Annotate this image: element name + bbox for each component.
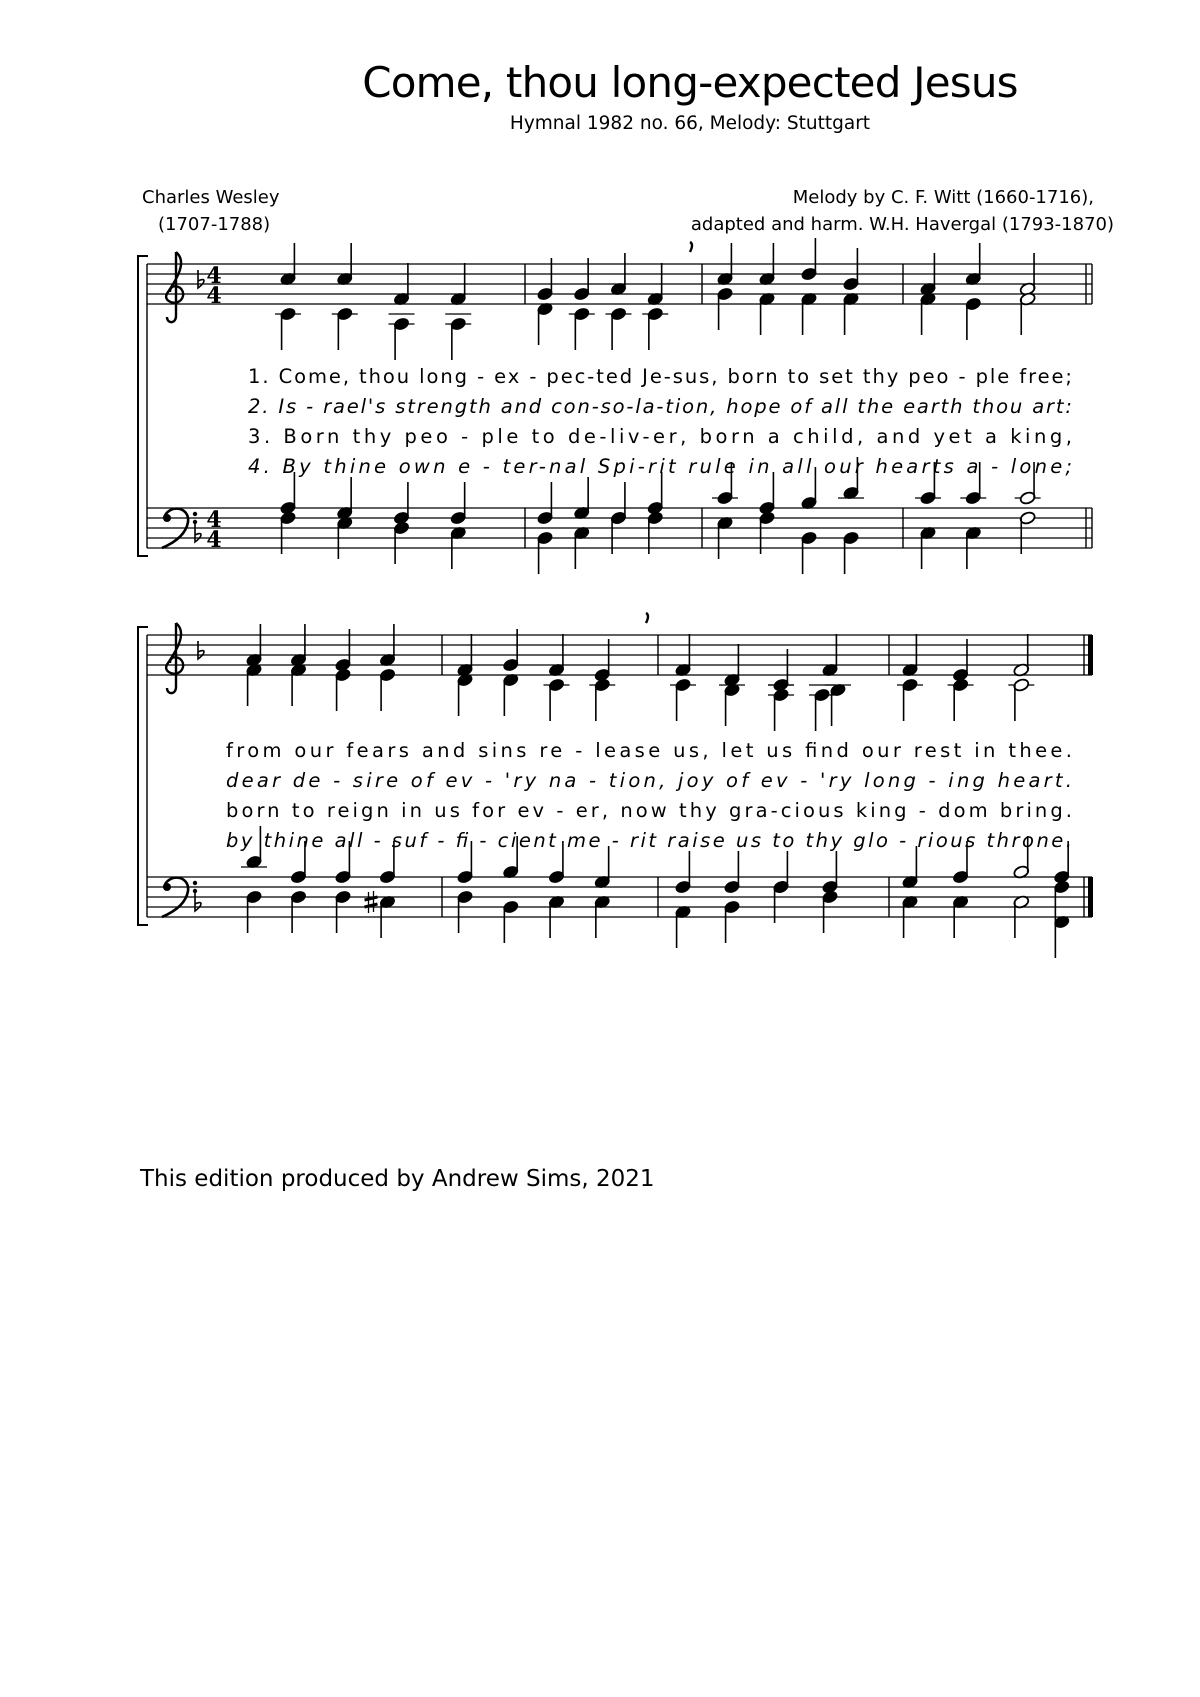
treble-clef (166, 623, 183, 693)
breath-mark (690, 242, 692, 252)
lyrics-verse-4: 4. By thine own e - ter-nal Spi-rit rule in all our hearts a - lone; (248, 455, 1073, 478)
composer-line-2: adapted and harm. W.H. Havergal (1793-1870) (690, 214, 1114, 235)
breath-mark (646, 613, 648, 623)
sharp-sign (365, 891, 378, 913)
flat-sign (198, 270, 204, 288)
final-bar-thick (1088, 635, 1093, 675)
flat-sign (195, 893, 201, 911)
lyrics-verse-2: dear de - sire of ev - 'ry na - tion, joy of ev - 'ry long - ing heart. (226, 769, 1072, 792)
time-signature-top: 4 (206, 263, 222, 289)
lyrics-verse-3: 3. Born thy peo - ple to de-liv-er, born a child, and yet a king, (248, 425, 1072, 448)
lyrics-verse-1: from our fears and sins re - lease us, let us find our rest in thee. (226, 739, 1072, 762)
bass-clef-dot (193, 520, 197, 524)
author-name: Charles Wesley (142, 187, 280, 208)
hymn-title: Come, thou long-expected Jesus (362, 58, 1018, 107)
time-signature-bottom: 4 (206, 527, 222, 553)
edition-credit: This edition produced by Andrew Sims, 2021 (140, 1166, 655, 1192)
bass-clef-dot (163, 514, 171, 522)
time-signature-top: 4 (206, 507, 222, 533)
lyrics-verse-3: born to reign in us for ev - er, now thy gra-cious king - dom bring. (226, 799, 1073, 822)
bass-clef-dot (193, 881, 197, 885)
flat-sign (195, 524, 201, 542)
bass-clef-dot (193, 889, 197, 893)
hymn-subtitle: Hymnal 1982 no. 66, Melody: Stuttgart (509, 113, 871, 134)
bass-clef-dot (163, 883, 171, 891)
author-dates: (1707-1788) (158, 214, 271, 235)
composer-line-1: Melody by C. F. Witt (1660-1716), (792, 187, 1094, 208)
treble-clef (166, 252, 183, 322)
lyrics-verse-1: 1. Come, thou long - ex - pec-ted Je-sus, born to set thy peo - ple free; (248, 365, 1072, 388)
bass-clef-dot (193, 512, 197, 516)
lyrics-verse-4: by thine all - suf - fi - cient me - rit raise us to thy glo - rious throne. (226, 829, 1072, 852)
flat-sign (198, 641, 204, 659)
final-bar-thick (1088, 877, 1093, 917)
time-signature-bottom: 4 (206, 283, 222, 309)
lyrics-verse-2: 2. Is - rael's strength and con-so-la-tion, hope of all the earth thou art: (248, 395, 1072, 418)
